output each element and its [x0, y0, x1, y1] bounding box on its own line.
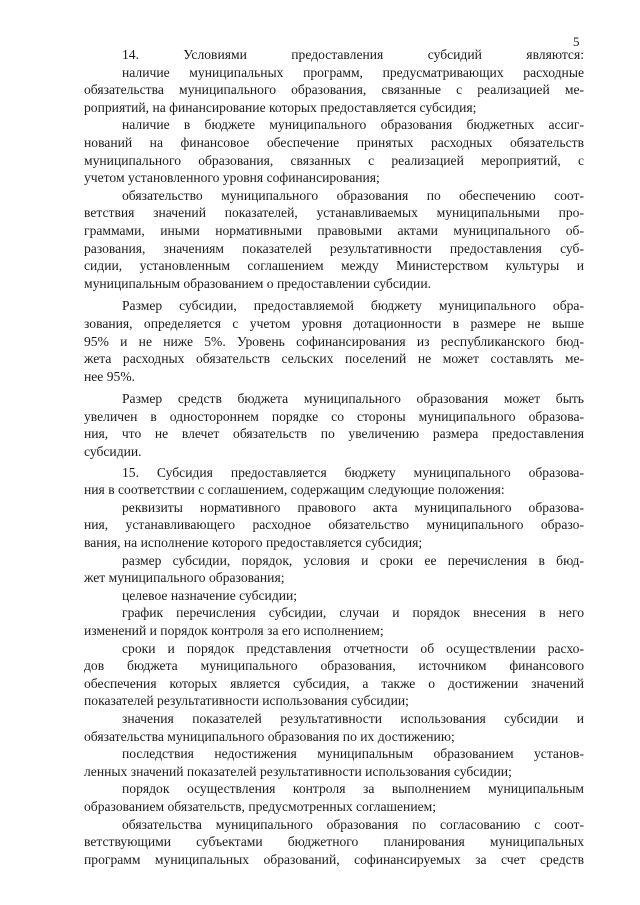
paragraph-line: программ муниципальных образований, софинансируемых за счет средств [84, 851, 584, 867]
paragraph-line: увеличен в одностороннем порядке со стороны муниципального образова- [84, 408, 584, 424]
paragraph-line: ния, устанавливающего расходное обязательство муниципального образо- [84, 517, 584, 533]
paragraph-line: Размер субсидии, предоставляемой бюджету муниципального обра- [122, 298, 584, 314]
paragraph-line: сидии, установленным соглашением между Министерством культуры и [84, 258, 584, 274]
paragraph-line: жета расходных обязательств сельских поселений не может составлять ме- [84, 351, 584, 367]
paragraph-line: ния в соответствии с соглашением, содержащим следующие положения: [84, 482, 505, 498]
paragraph-line: значения показателей результативности использования субсидии и [122, 710, 584, 726]
paragraph-line: обязательства муниципального образования по согласованию с соот- [122, 816, 584, 832]
paragraph-line: наличие муниципальных программ, предусматривающих расходные [122, 64, 584, 80]
paragraph-line: 14. Условиями предоставления субсидий являются: [122, 47, 584, 62]
paragraph-line: размер субсидии, порядок, условия и сроки ее перечисления в бюд- [122, 552, 584, 568]
paragraph-line: Размер средств бюджета муниципального образования может быть [122, 391, 584, 407]
paragraph-line: ветствующими субъектами бюджетного планирования муниципальных [84, 834, 584, 850]
paragraph-line: сроки и порядок представления отчетности об осуществлении расхо- [122, 640, 584, 656]
paragraph-line: реквизиты нормативного правового акта муниципального образова- [122, 499, 584, 515]
paragraph-line: 95% и не ниже 5%. Уровень софинансирования из республиканского бюд- [84, 333, 584, 349]
paragraph-line: зования, определяется с учетом уровня дотационности в размере не выше [84, 315, 584, 331]
paragraph-line: образованием обязательств, предусмотренных соглашением; [84, 798, 437, 814]
paragraph-line: 15. Субсидия предоставляется бюджету муниципального образова- [122, 464, 584, 480]
paragraph-line: обязательство муниципального образования по обеспечению соот- [122, 187, 584, 203]
paragraph-line: обязательства муниципального образования, связанные с реализацией ме- [84, 82, 584, 98]
paragraph-line: субсидии. [84, 444, 142, 460]
paragraph-line: обязательства муниципального образования по их достижению; [84, 728, 455, 744]
paragraph-line: граммами, иными нормативными правовыми актами муниципального об- [84, 222, 584, 238]
paragraph-line: нее 95%. [84, 368, 136, 384]
paragraph-line: показателей результативности использования субсидии; [84, 693, 409, 709]
paragraph-line: жет муниципального образования; [84, 570, 285, 586]
paragraph-line: муниципальным образованием о предоставлении субсидии. [84, 275, 431, 291]
paragraph-line: разования, значениям показателей результативности предоставления суб- [84, 240, 584, 256]
paragraph-line: вания, на исполнение которого предоставляется субсидия; [84, 535, 423, 551]
paragraph-line: ветствия значений показателей, устанавливаемых муниципальными про- [84, 205, 584, 221]
paragraph-line: изменений и порядок контроля за его исполнением; [84, 623, 384, 638]
paragraph-line: роприятий, на финансирование которых предоставляется субсидия; [84, 99, 477, 115]
paragraph-line: последствия недостижения муниципальным образованием установ- [122, 746, 584, 762]
paragraph-line: порядок осуществления контроля за выполнением муниципальным [122, 781, 584, 797]
paragraph-line: нований на финансовое обеспечение принятых расходных обязательств [84, 134, 584, 150]
document-body [84, 46, 584, 868]
paragraph-line: муниципального образования, связанных с реализацией мероприятий, с [84, 152, 584, 168]
page-number: 5 [573, 34, 580, 49]
paragraph-line: целевое назначение субсидии; [122, 587, 298, 603]
paragraph-line: дов бюджета муниципального образования, источником финансового [84, 658, 584, 674]
paragraph-line: график перечисления субсидии, случаи и порядок внесения в него [122, 605, 584, 621]
paragraph-line: обеспечения которых является субсидия, а также о достижении значений [84, 675, 584, 691]
paragraph-line: ленных значений показателей результативности использования субсидии; [84, 763, 512, 779]
paragraph-line: наличие в бюджете муниципального образования бюджетных ассиг- [122, 117, 584, 133]
paragraph-line: учетом установленного уровня софинансирования; [84, 170, 380, 186]
paragraph-line: ния, что не влечет обязательств по увеличению размера предоставления [84, 426, 584, 442]
